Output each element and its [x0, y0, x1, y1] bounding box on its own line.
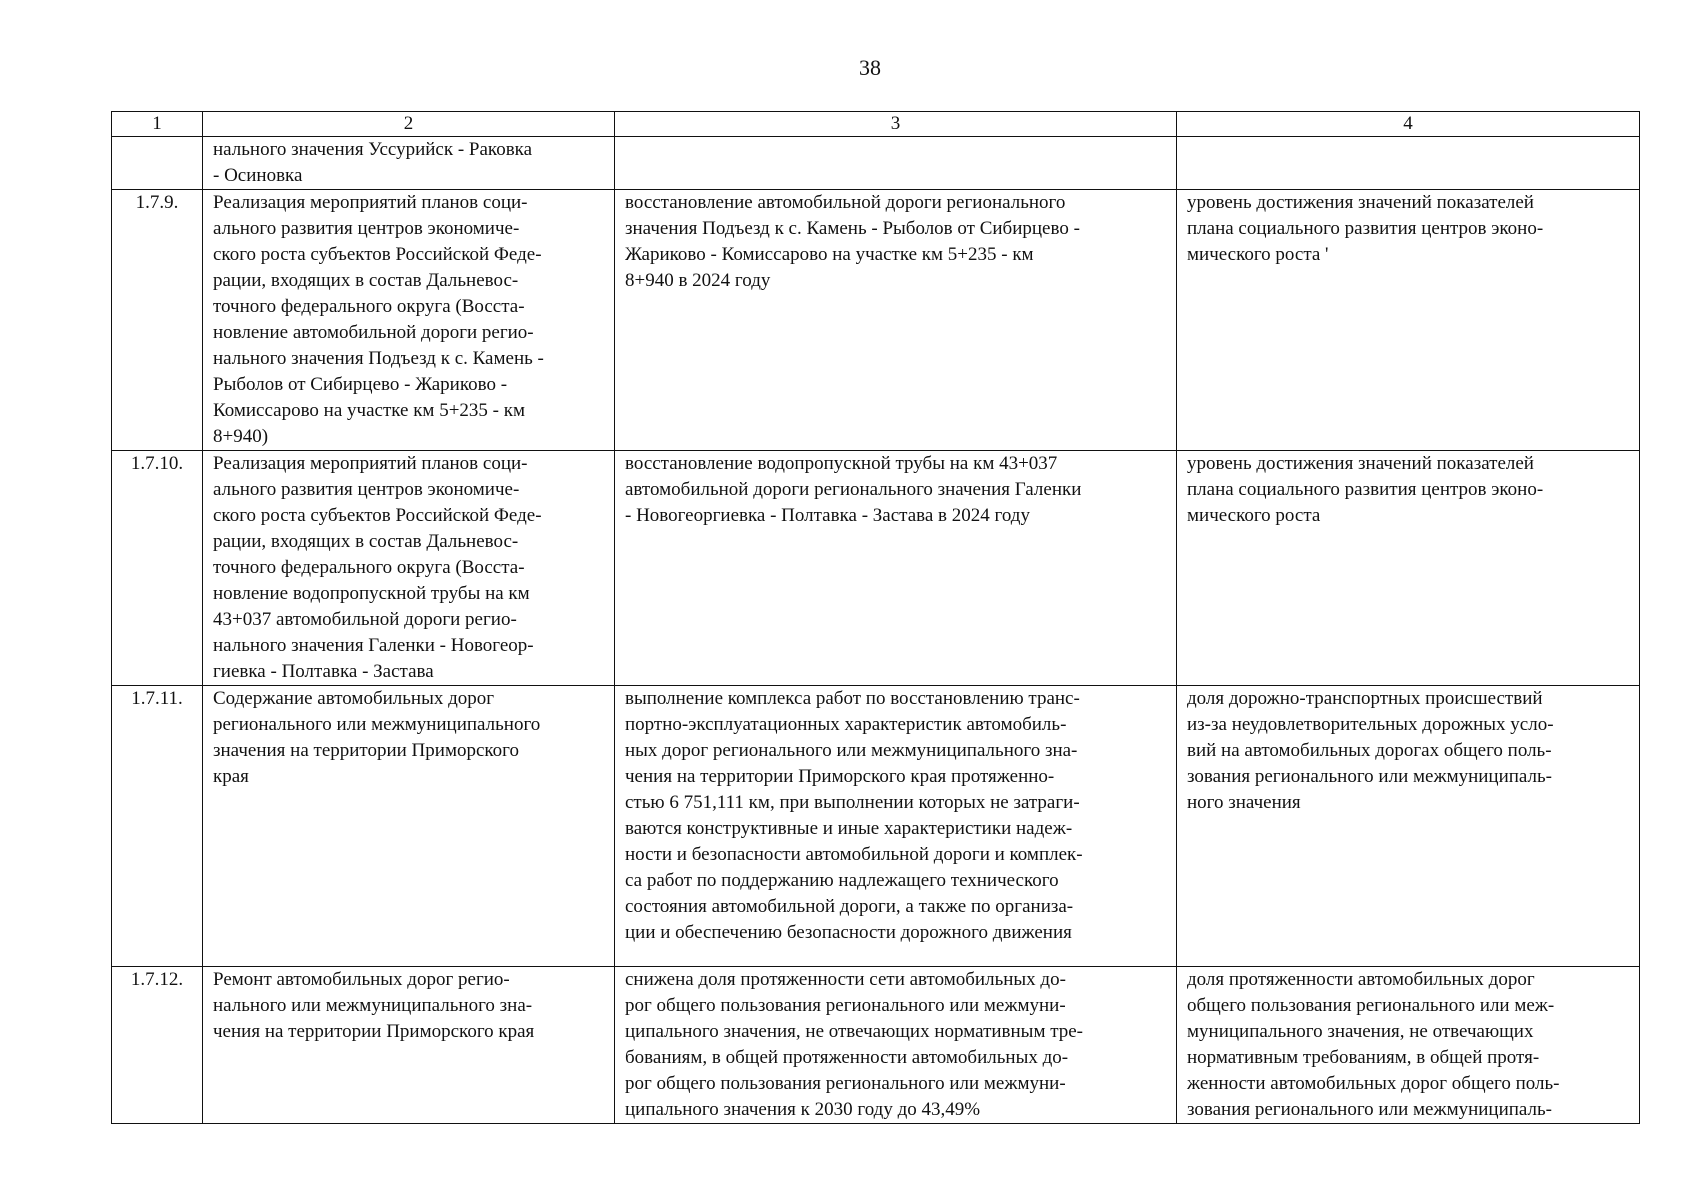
indicator-cell: уровень достижения значений показателей плана социального развития центров эконо- мического роста ': [1177, 190, 1640, 451]
row-number-cell: 1.7.11.: [112, 686, 203, 967]
column-header-3: 3: [615, 112, 1177, 137]
table-row: [112, 190, 1640, 451]
measure-cell: Реализация мероприятий планов соци- ального развития центров экономиче- ского роста субъектов Российской Феде- рации, входящих в состав Дальневос- точного федерального округа (Восста- новление водопропускной трубы на км 43+037 автомобильной дороги регио- нального значения Галенки - Новогеор- гиевка - Полтавка - Застава: [203, 451, 615, 686]
measure-cell: Реализация мероприятий планов соци- ального развития центров экономиче- ского роста субъектов Российской Феде- рации, входящих в состав Дальневос- точного федерального округа (Восста- новление автомобильной дороги регио- нального значения Подъезд к с. Камень - Рыболов от Сибирцево - Жариково - Комиссарово на участке км 5+235 - км 8+940): [203, 190, 615, 451]
table-row: [112, 137, 1640, 190]
row-number-cell: 1.7.12.: [112, 967, 203, 1124]
table-row: [112, 967, 1640, 1124]
program-measures-table: [111, 111, 1640, 1124]
column-header-4: 4: [1177, 112, 1640, 137]
measure-cell: нального значения Уссурийск - Раковка - Осиновка: [203, 137, 615, 190]
table-row: [112, 686, 1640, 967]
table-row: [112, 451, 1640, 686]
measure-cell: Содержание автомобильных дорог регионального или межмуниципального значения на территории Приморского края: [203, 686, 615, 967]
column-header-1: 1: [112, 112, 203, 137]
result-cell: снижена доля протяженности сети автомобильных до- рог общего пользования регионального или межмуни- ципального значения, не отвечающих нормативным тре- бованиям, в общей протяженности автомобильных до- рог общего пользования регионального или межмуни- ципального значения к 2030 году до 43,49%: [615, 967, 1177, 1124]
indicator-cell: [1177, 137, 1640, 190]
column-header-2: 2: [203, 112, 615, 137]
indicator-cell: доля дорожно-транспортных происшествий из-за неудовлетворительных дорожных усло- вий на автомобильных дорогах общего поль- зования регионального или межмуниципаль- ного значения: [1177, 686, 1640, 967]
measure-cell: Ремонт автомобильных дорог регио- нального или межмуниципального зна- чения на территории Приморского края: [203, 967, 615, 1124]
column-number-row: [112, 112, 1640, 137]
result-cell: выполнение комплекса работ по восстановлению транс- портно-эксплуатационных характеристик автомобиль- ных дорог регионального или межмуниципального зна- чения на территории Приморского края протяженно- стью 6 751,111 км, при выполнении которых не затраги- ваются конструктивные и иные характеристики надеж- ности и безопасности автомобильной дороги и комплек- са работ по поддержанию надлежащего технического состояния автомобильной дороги, а также по организа- ции и обеспечению безопасности дорожного движения: [615, 686, 1177, 967]
row-number-cell: 1.7.10.: [112, 451, 203, 686]
result-cell: [615, 137, 1177, 190]
indicator-cell: уровень достижения значений показателей плана социального развития центров эконо- мического роста: [1177, 451, 1640, 686]
result-cell: восстановление автомобильной дороги регионального значения Подъезд к с. Камень - Рыболов от Сибирцево - Жариково - Комиссарово на участке км 5+235 - км 8+940 в 2024 году: [615, 190, 1177, 451]
result-cell: восстановление водопропускной трубы на км 43+037 автомобильной дороги регионального значения Галенки - Новогеоргиевка - Полтавка - Застава в 2024 году: [615, 451, 1177, 686]
row-number-cell: [112, 137, 203, 190]
row-number-cell: 1.7.9.: [112, 190, 203, 451]
page-number: 38: [859, 55, 881, 80]
indicator-cell: доля протяженности автомобильных дорог общего пользования регионального или меж- муниципального значения, не отвечающих нормативным требованиям, в общей протя- женности автомобильных дорог общего поль- зования регионального или межмуниципаль-: [1177, 967, 1640, 1124]
